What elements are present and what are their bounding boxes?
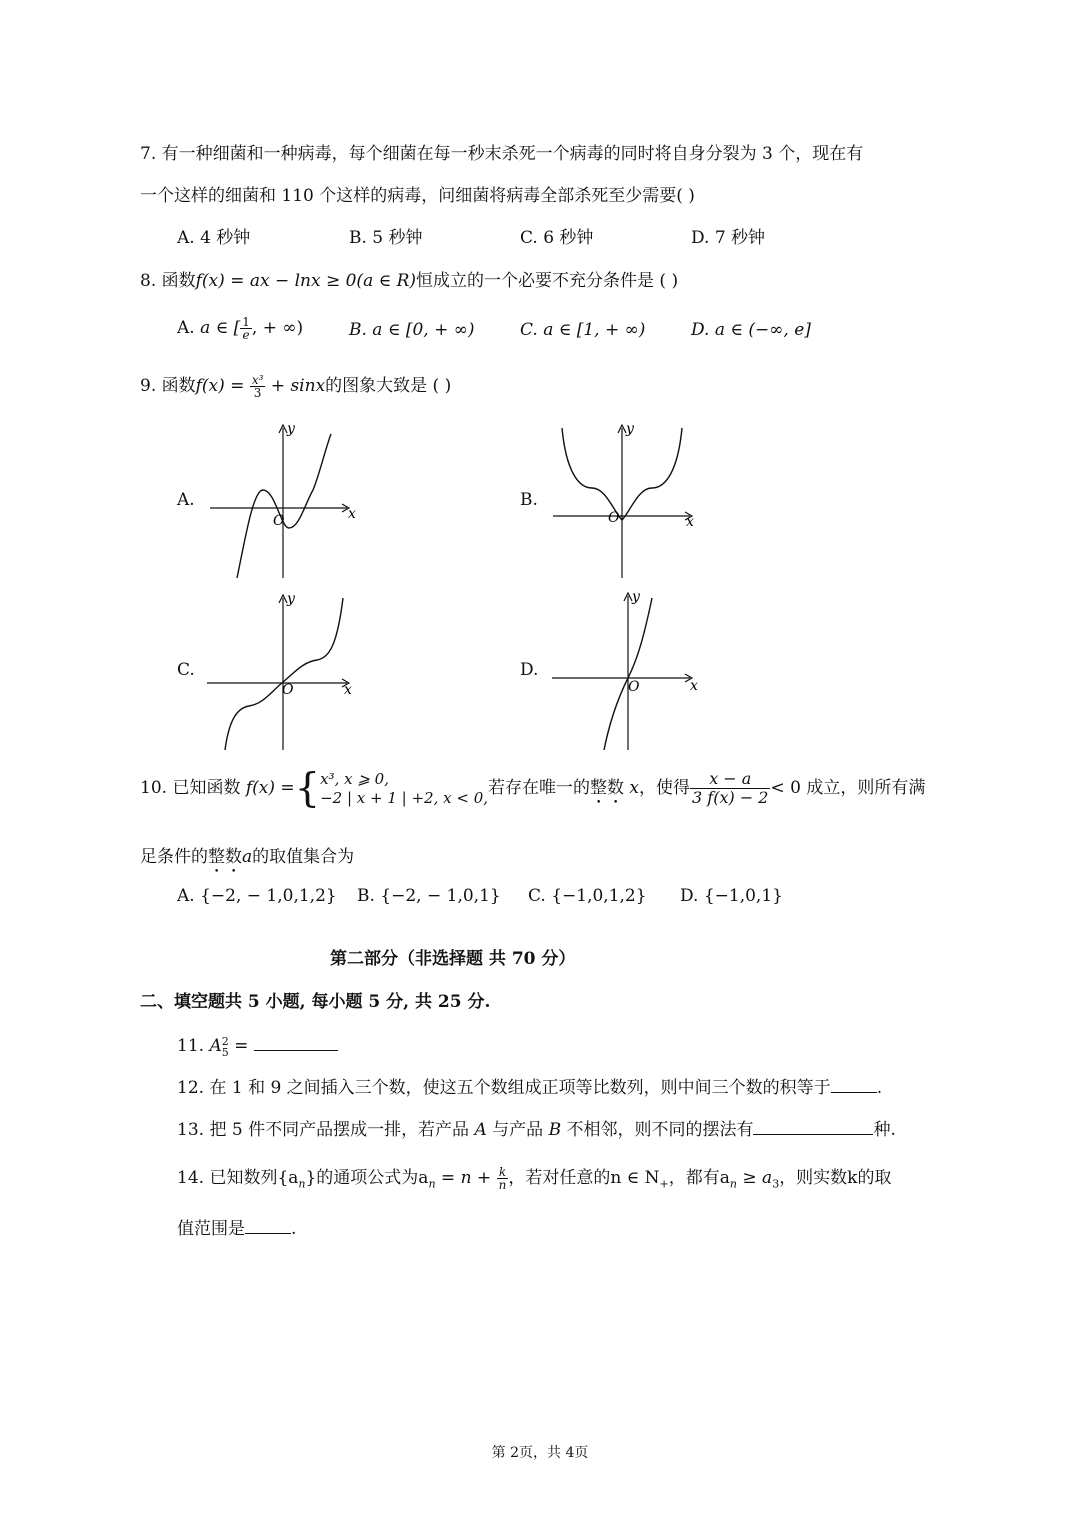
origin-label: O xyxy=(273,513,285,529)
q8-option-b: B. a ∈ [0, + ∞) xyxy=(349,320,475,340)
q8-stem: 8. 函数f(x) = ax − lnx ≥ 0(a ∈ R)恒成立的一个必要不充分条件是 ( ) xyxy=(140,271,679,291)
q9-graph-c xyxy=(205,590,365,752)
q7-line1: 7. 有一种细菌和一种病毒，每个细菌在每一秒末杀死一个病毒的同时将自身分裂为 3 个，现在有 xyxy=(140,144,864,164)
part2-title: 第二部分（非选择题 共 70 分） xyxy=(330,949,576,969)
q8-option-c: C. a ∈ [1, + ∞) xyxy=(520,320,646,340)
q9-graph-a-label: A. xyxy=(177,490,195,510)
q10-option-a: A. {−2, − 1,0,1,2} xyxy=(177,886,337,906)
q10-piecewise: x³, x ⩾ 0, −2 | x + 1 | +2, x < 0, xyxy=(320,769,489,807)
origin-label: O xyxy=(608,510,620,526)
q10-line2: 足条件的整数a的取值集合为 xyxy=(140,847,355,867)
origin-label: O xyxy=(282,682,294,698)
q9-graph-b xyxy=(548,420,708,580)
curve xyxy=(237,434,331,578)
q7-option-a: A. 4 秒钟 xyxy=(177,228,251,248)
q7-line2: 一个这样的细菌和 110 个这样的病毒，问细菌将病毒全部杀死至少需要( ) xyxy=(140,186,695,206)
q10-option-d: D. {−1,0,1} xyxy=(680,886,783,906)
q11-stem: 11. A 2 5 = xyxy=(177,1034,338,1058)
origin-label: O xyxy=(628,679,640,695)
curve xyxy=(225,598,343,750)
q10-option-b: B. {−2, − 1,0,1} xyxy=(357,886,501,906)
q13-answer-blank[interactable] xyxy=(753,1118,873,1135)
q9-graph-a xyxy=(205,420,365,580)
q9-stem: 9. 函数f(x) = $\frac{\text{x³}}{3}$ + sinx的图象大致是 ( ) xyxy=(140,373,452,400)
q14-stem: 14. 已知数列$\{a_n\}$的通项公式为$a_n = n$ + $\frac{k}{n}$ ，若对任意的n ∈ $N_+$，都有$a_n \ge a_3$，则实数k的取 xyxy=(177,1165,892,1192)
y-label: y xyxy=(287,421,295,437)
q7-option-b: B. 5 秒钟 xyxy=(349,228,423,248)
q9-fraction: $\frac{\text{x³}}{3}$ xyxy=(251,373,264,400)
y-label: y xyxy=(287,591,295,607)
q8-fraction: $\frac{1}{e}$ xyxy=(242,315,250,342)
q9-graph-d-label: D. xyxy=(520,660,539,680)
q8-expression: f(x) = ax − lnx ≥ 0(a ∈ R) xyxy=(195,271,417,291)
q10-brace: { xyxy=(294,765,321,812)
q14-answer-blank[interactable] xyxy=(245,1217,291,1234)
q12-answer-blank[interactable] xyxy=(831,1076,877,1093)
x-label: x xyxy=(344,682,352,698)
q7-option-d: D. 7 秒钟 xyxy=(691,228,766,248)
q7-option-c: C. 6 秒钟 xyxy=(520,228,594,248)
section2-heading: 二、填空题共 5 小题, 每小题 5 分, 共 25 分. xyxy=(140,992,491,1012)
x-label: x xyxy=(690,678,698,694)
q8-option-a: A. a ∈ [ $\frac{1}{e}$ , + ∞) xyxy=(177,315,304,342)
q9-graph-c-label: C. xyxy=(177,660,195,680)
q10-option-c: C. {−1,0,1,2} xyxy=(528,886,647,906)
x-label: x xyxy=(348,506,356,522)
x-label: x xyxy=(686,514,694,530)
q11-answer-blank[interactable] xyxy=(254,1034,338,1051)
y-label: y xyxy=(632,589,640,605)
q10-stem: 10. 已知函数 f(x) ={ x³, x ⩾ 0, −2 | x + 1 | +2, x < 0, 若存在唯一的整数 x，使得 $\frac{x - a}{3 f(x) - 2}$ < 0 成立，则所有满 xyxy=(140,765,926,812)
q14-line2: 值范围是 . xyxy=(177,1219,297,1239)
q13-stem: 13. 把 5 件不同产品摆成一排，若产品 A 与产品 B 不相邻，则不同的摆法有 种. xyxy=(177,1120,896,1140)
q9-graph-d xyxy=(548,588,708,752)
q9-graph-b-label: B. xyxy=(520,490,538,510)
q14-fraction: $\frac{k}{n}$ xyxy=(498,1165,507,1192)
q8-option-d: D. a ∈ (−∞, e] xyxy=(691,320,811,340)
page-footer: 第 2页，共 4页 xyxy=(491,1445,589,1461)
y-label: y xyxy=(626,421,634,437)
q12-stem: 12. 在 1 和 9 之间插入三个数，使这五个数组成正项等比数列，则中间三个数的积等于 . xyxy=(177,1078,883,1098)
q10-fraction: $\frac{x - a}{3 f(x) - 2}$ xyxy=(692,769,769,807)
